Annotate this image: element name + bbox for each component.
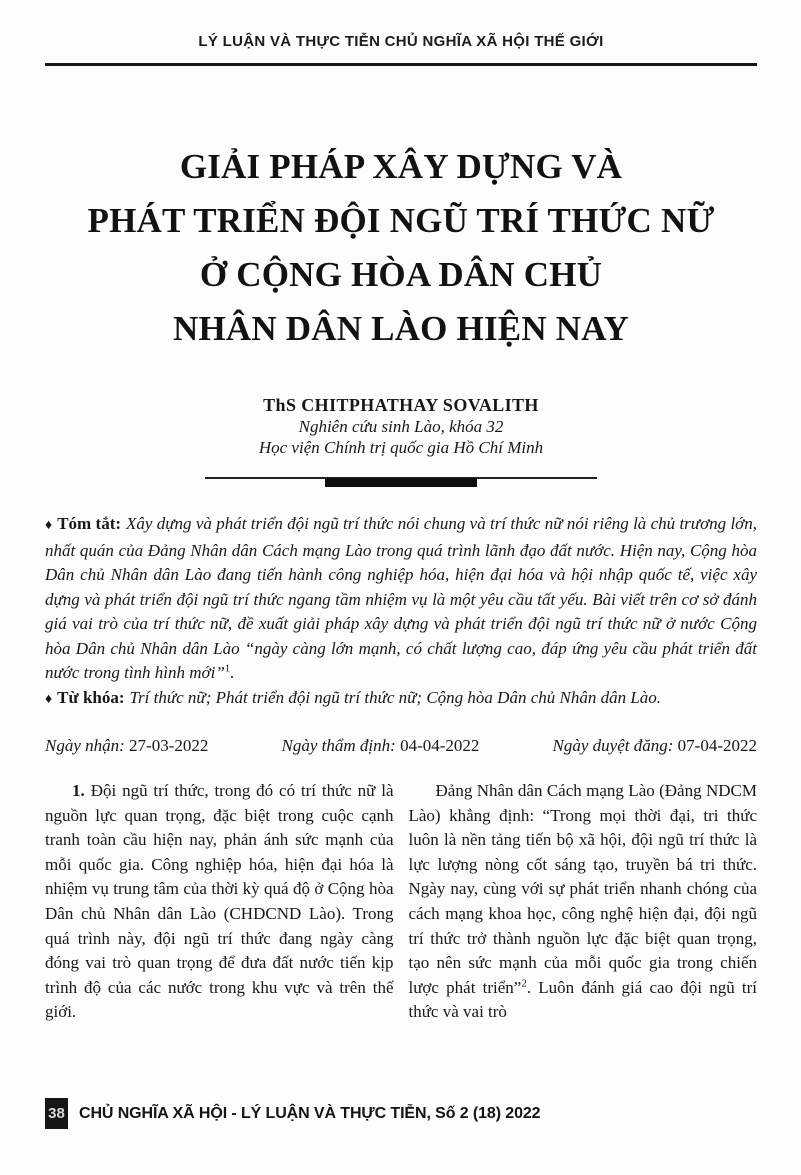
body-paragraph-2: [409, 779, 758, 1025]
abstract-text: Xây dựng và phát triển đội ngũ trí thức nói chung và trí thức nữ nói riêng là chủ trương lớn, nhất quán của Đảng Nhân dân Cách mạng Lào trong quá trình lãnh đạo đất nước. Hiện nay, Cộng hòa Dân chủ Nhân dân Lào đang tiến hành công nghiệp hóa, hiện đại hóa và hội nhập quốc tế, việc xây dựng và phát triển đội ngũ trí thức ngang tầm nhiệm vụ là một yêu cầu tất yếu. Bài viết trên cơ sở đánh giá vai trò của trí thức nữ, đề xuất giải pháp xây dựng và phát triển đội ngũ trí thức nữ ở nước Cộng hòa Dân chủ Nhân dân Lào “ngày càng lớn mạnh, có chất lượng cao, đáp ứng yêu cầu phát triển đất nước trong tình hình mới”: [45, 514, 758, 682]
abstract-block: [45, 512, 757, 712]
journal-footer-text: CHỦ NGHĨA XÃ HỘI - LÝ LUẬN VÀ THỰC TIỄN, Số 2 (18) 2022: [79, 1104, 541, 1122]
diamond-bullet-icon: ♦: [45, 518, 53, 533]
date-received: [45, 736, 208, 756]
keywords-label: Từ khóa:: [57, 687, 125, 707]
date-reviewed-label: Ngày thẩm định:: [281, 736, 396, 755]
page-number-badge: 38: [45, 1098, 68, 1129]
author-name: ThS CHITPHATHAY SOVALITH: [263, 395, 539, 415]
article-title: [45, 140, 757, 356]
date-reviewed: [282, 736, 480, 756]
body-column-left: [45, 779, 394, 1025]
body-paragraph-1: [45, 779, 394, 1025]
body-columns: [45, 779, 757, 1025]
keywords-text: Trí thức nữ; Phát triển đội ngũ trí thức nữ; Cộng hòa Dân chủ Nhân dân Lào.: [129, 687, 662, 707]
author-divider: [205, 477, 597, 487]
date-approved-label: Ngày duyệt đăng:: [552, 736, 674, 755]
header-rule: [45, 63, 757, 66]
author-block: [45, 394, 757, 458]
running-head: LÝ LUẬN VÀ THỰC TIỄN CHỦ NGHĨA XÃ HỘI THẾ GIỚI: [198, 33, 604, 50]
body-paragraph-2-tail: . Luôn đánh giá cao đội ngũ trí thức và vai trò: [408, 977, 757, 1022]
abstract-tail: .: [230, 663, 235, 682]
date-approved-value: 07-04-2022: [677, 736, 757, 755]
page-footer: [45, 1098, 757, 1129]
abstract-footnote-ref: 1: [224, 662, 231, 675]
article-title-line-1: GIẢI PHÁP XÂY DỰNG VÀ: [179, 147, 623, 186]
date-approved: [553, 736, 757, 756]
date-reviewed-value: 04-04-2022: [400, 736, 480, 755]
article-title-line-3: Ở CỘNG HÒA DÂN CHỦ: [199, 255, 603, 294]
divider-bar: [325, 478, 477, 487]
body-paragraph-2-text: Đảng Nhân dân Cách mạng Lào (Đảng NDCM Lào) khẳng định: “Trong mọi thời đại, tri thức luôn là nền tảng tiến bộ xã hội, đội ngũ trí thức là lực lượng nòng cốt sáng tạo, truyền bá tri thức. Ngày nay, cùng với sự phát triển nhanh chóng của cách mạng khoa học, công nghệ hiện đại, đội ngũ trí thức trở thành nguồn lực đặc biệt quan trọng, tạo nên sức mạnh của mỗi quốc gia trong chiến lược phát triển”: [408, 781, 757, 997]
body-paragraph-1-text: Đội ngũ trí thức, trong đó có trí thức nữ là nguồn lực quan trọng, đặc biệt trong cuộc cạnh tranh toàn cầu hiện nay, phản ánh sức mạnh của mỗi quốc gia. Công nghiệp hóa, hiện đại hóa là nhiệm vụ trung tâm của thời kỳ quá độ ở Cộng hòa Dân chủ Nhân dân Lào (CHDCND Lào). Trong quá trình này, đội ngũ trí thức đang ngày càng đóng vai trò quan trọng để đưa đất nước tiến kịp trình độ của các nước trong khu vực và trên thế giới.: [45, 781, 394, 1022]
date-received-value: 27-03-2022: [129, 736, 209, 755]
article-title-line-2: PHÁT TRIỂN ĐỘI NGŨ TRÍ THỨC NỮ: [87, 201, 715, 240]
author-role: Nghiên cứu sinh Lào, khóa 32: [298, 417, 504, 436]
diamond-bullet-icon: ♦: [45, 691, 53, 707]
author-institution: Học viện Chính trị quốc gia Hồ Chí Minh: [258, 438, 544, 457]
paragraph-number: 1.: [72, 781, 85, 800]
date-received-label: Ngày nhận:: [45, 736, 125, 755]
article-title-line-4: NHÂN DÂN LÀO HIỆN NAY: [172, 309, 629, 348]
body-column-right: [409, 779, 758, 1025]
keywords-paragraph: [45, 686, 757, 713]
abstract-label: Tóm tắt:: [57, 514, 122, 533]
abstract-paragraph: [45, 512, 757, 686]
body-footnote-ref: 2: [521, 977, 527, 990]
dates-row: [45, 736, 757, 756]
